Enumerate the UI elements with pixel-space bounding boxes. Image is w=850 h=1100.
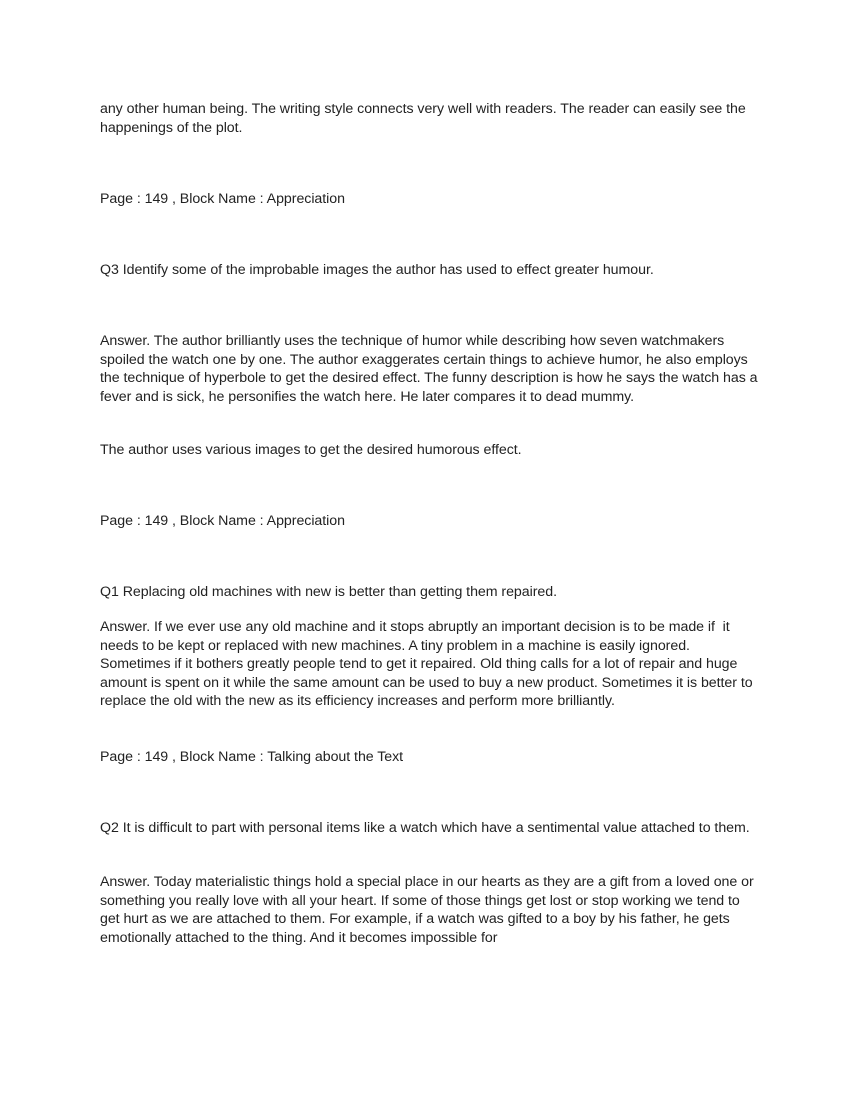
page-reference: Page : 149 , Block Name : Appreciation: [100, 513, 345, 529]
question-heading: Q3 Identify some of the improbable images the author has used to effect greater humour.: [100, 262, 654, 278]
answer-paragraph: Answer. Today materialistic things hold a special place in our hearts as they are a gift from a loved one or something you really love with all your heart. If some of those things get lost or stop working we tend to get hurt as we are attached to them. For example, if a watch was gifted to a boy by his father, he gets emotionally attached to the thing. And it becomes impossible for: [100, 874, 754, 946]
answer-paragraph: Answer. The author brilliantly uses the technique of humor while describing how seven watchmakers spoiled the watch one by one. The author exaggerates certain things to achieve humor, he also employs the technique of hyperbole to get the desired effect. The funny description is how he says the watch has a fever and is sick, he personifies the watch here. He later compares it to dead mummy.: [100, 333, 758, 405]
question-heading: Q2 It is difficult to part with personal items like a watch which have a sentimental value attached to them.: [100, 820, 750, 836]
answer-paragraph: Answer. If we ever use any old machine and it stops abruptly an important decision is to be made if it needs to be kept or replaced with new machines. A tiny problem in a machine is easily ignored. Sometimes if it bothers greatly people tend to get it repaired. Old thing calls for a lot of repair and huge amount is spent on it while the same amount can be used to buy a new product. Sometimes it is better to replace the old with the new as its efficiency increases and perform more brilliantly.: [100, 619, 757, 709]
continuation-paragraph: any other human being. The writing style connects very well with readers. The reader can easily see the happenings of the plot.: [100, 101, 746, 136]
answer-paragraph: The author uses various images to get the desired humorous effect.: [100, 442, 522, 458]
question-heading: Q1 Replacing old machines with new is better than getting them repaired.: [100, 584, 557, 600]
page-reference: Page : 149 , Block Name : Appreciation: [100, 191, 345, 207]
page-reference: Page : 149 , Block Name : Talking about the Text: [100, 749, 404, 765]
